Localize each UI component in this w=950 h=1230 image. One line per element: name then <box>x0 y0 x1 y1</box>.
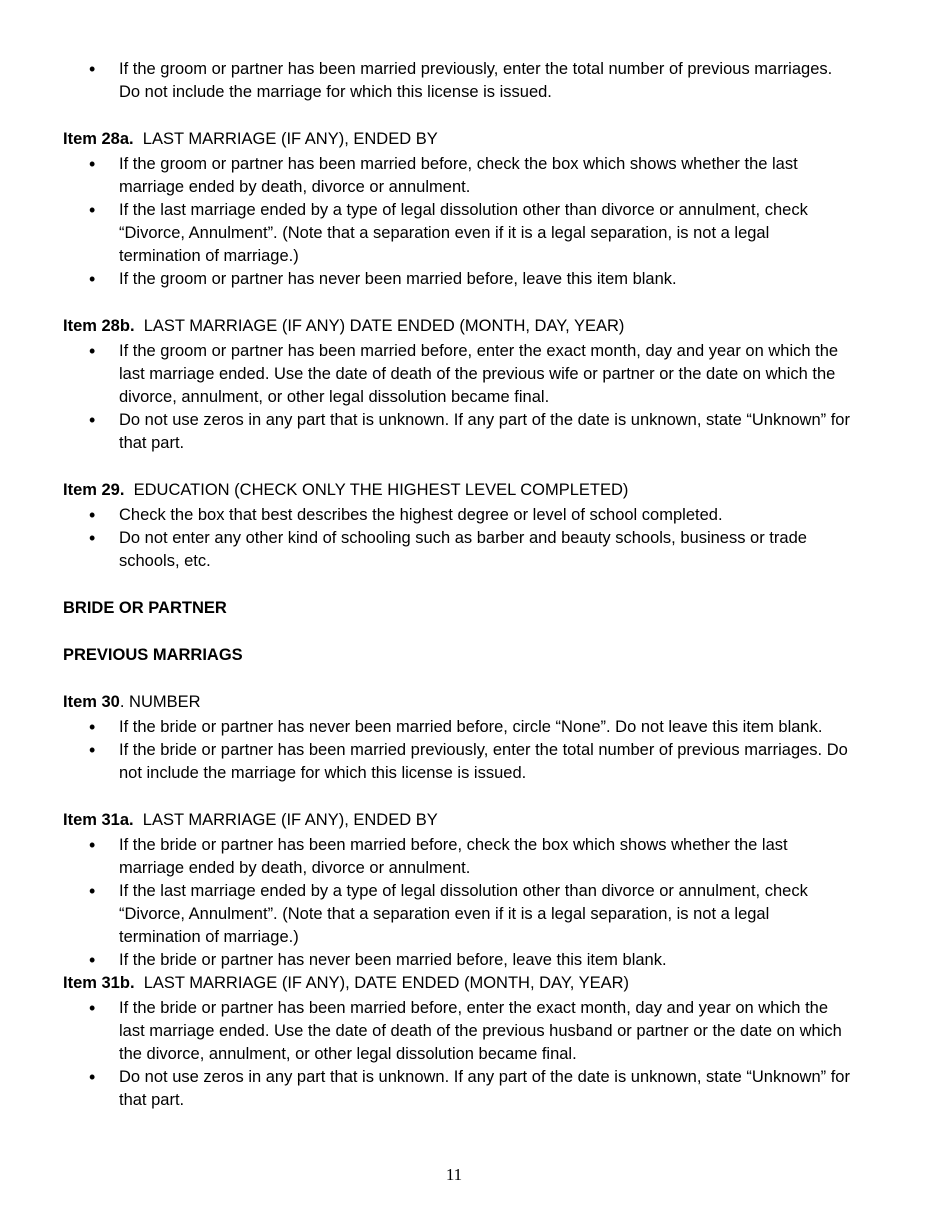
item-30-bullet-list <box>63 716 853 785</box>
item-number: Item 31a. <box>63 811 134 829</box>
item-30-heading <box>63 691 853 714</box>
list-item: • Do not enter any other kind of schooling such as barber and beauty schools, business or trade schools, etc. <box>63 527 853 573</box>
list-item: • Do not use zeros in any part that is unknown. If any part of the date is unknown, state “Unknown” for that part. <box>63 409 853 455</box>
page-content <box>63 58 853 1112</box>
item-number: Item 29. <box>63 481 125 499</box>
intro-bullet-list <box>63 58 853 104</box>
item-29-bullet-list <box>63 504 853 573</box>
item-title: . NUMBER <box>119 693 201 711</box>
list-item: • If the bride or partner has never been married before, leave this item blank. <box>63 949 853 972</box>
item-title: LAST MARRIAGE (IF ANY), ENDED BY <box>142 811 438 829</box>
item-title: EDUCATION (CHECK ONLY THE HIGHEST LEVEL COMPLETED) <box>133 481 629 499</box>
item-31b-bullet-list <box>63 997 853 1112</box>
item-number: Item 31b. <box>63 974 135 992</box>
item-29-heading <box>63 479 853 502</box>
item-title: LAST MARRIAGE (IF ANY) DATE ENDED (MONTH, DAY, YEAR) <box>143 317 625 335</box>
item-28a-bullet-list <box>63 153 853 291</box>
item-31b-heading <box>63 972 853 995</box>
item-28a-heading <box>63 128 853 151</box>
list-item: • If the bride or partner has been married before, check the box which shows whether the last marriage ended by death, divorce or annulment. <box>63 834 853 880</box>
item-28b-bullet-list <box>63 340 853 455</box>
list-item: • If the bride or partner has never been married before, circle “None”. Do not leave this item blank. <box>63 716 853 739</box>
list-item: • If the groom or partner has never been married before, leave this item blank. <box>63 268 853 291</box>
list-item: • If the bride or partner has been married before, enter the exact month, day and year on which the last marriage ended. Use the date of death of the previous husband or partner or the date on which the divorce, annulment, or other legal dissolution became final. <box>63 997 853 1066</box>
list-item: • Check the box that best describes the highest degree or level of school completed. <box>63 504 853 527</box>
section-heading-bride: BRIDE OR PARTNER <box>63 599 227 617</box>
item-number: Item 28b. <box>63 317 135 335</box>
list-item: • If the bride or partner has been married previously, enter the total number of previous marriages. Do not include the marriage for which this license is issued. <box>63 739 853 785</box>
item-31a-bullet-list <box>63 834 853 972</box>
list-item: • If the last marriage ended by a type of legal dissolution other than divorce or annulment, check “Divorce, Annulment”. (Note that a separation even if it is a legal separation, is not a legal termination of marriage.) <box>63 199 853 268</box>
section-heading-previous-marriages: PREVIOUS MARRIAGS <box>63 646 243 664</box>
item-31a-heading <box>63 809 853 832</box>
list-item: • If the last marriage ended by a type of legal dissolution other than divorce or annulment, check “Divorce, Annulment”. (Note that a separation even if it is a legal separation, is not a legal termination of marriage.) <box>63 880 853 949</box>
item-28b-heading <box>63 315 853 338</box>
list-item: • If the groom or partner has been married previously, enter the total number of previous marriages. Do not include the marriage for which this license is issued. <box>63 58 853 104</box>
list-item: • Do not use zeros in any part that is unknown. If any part of the date is unknown, state “Unknown” for that part. <box>63 1066 853 1112</box>
item-number: Item 30 <box>63 693 120 711</box>
item-title: LAST MARRIAGE (IF ANY), DATE ENDED (MONTH, DAY, YEAR) <box>143 974 630 992</box>
list-item: • If the groom or partner has been married before, enter the exact month, day and year on which the last marriage ended. Use the date of death of the previous wife or partner or the date on which the divorce, annulment, or other legal dissolution became final. <box>63 340 853 409</box>
list-item: • If the groom or partner has been married before, check the box which shows whether the last marriage ended by death, divorce or annulment. <box>63 153 853 199</box>
item-number: Item 28a. <box>63 130 134 148</box>
page-number: 11 <box>445 1165 463 1184</box>
item-title: LAST MARRIAGE (IF ANY), ENDED BY <box>142 130 438 148</box>
